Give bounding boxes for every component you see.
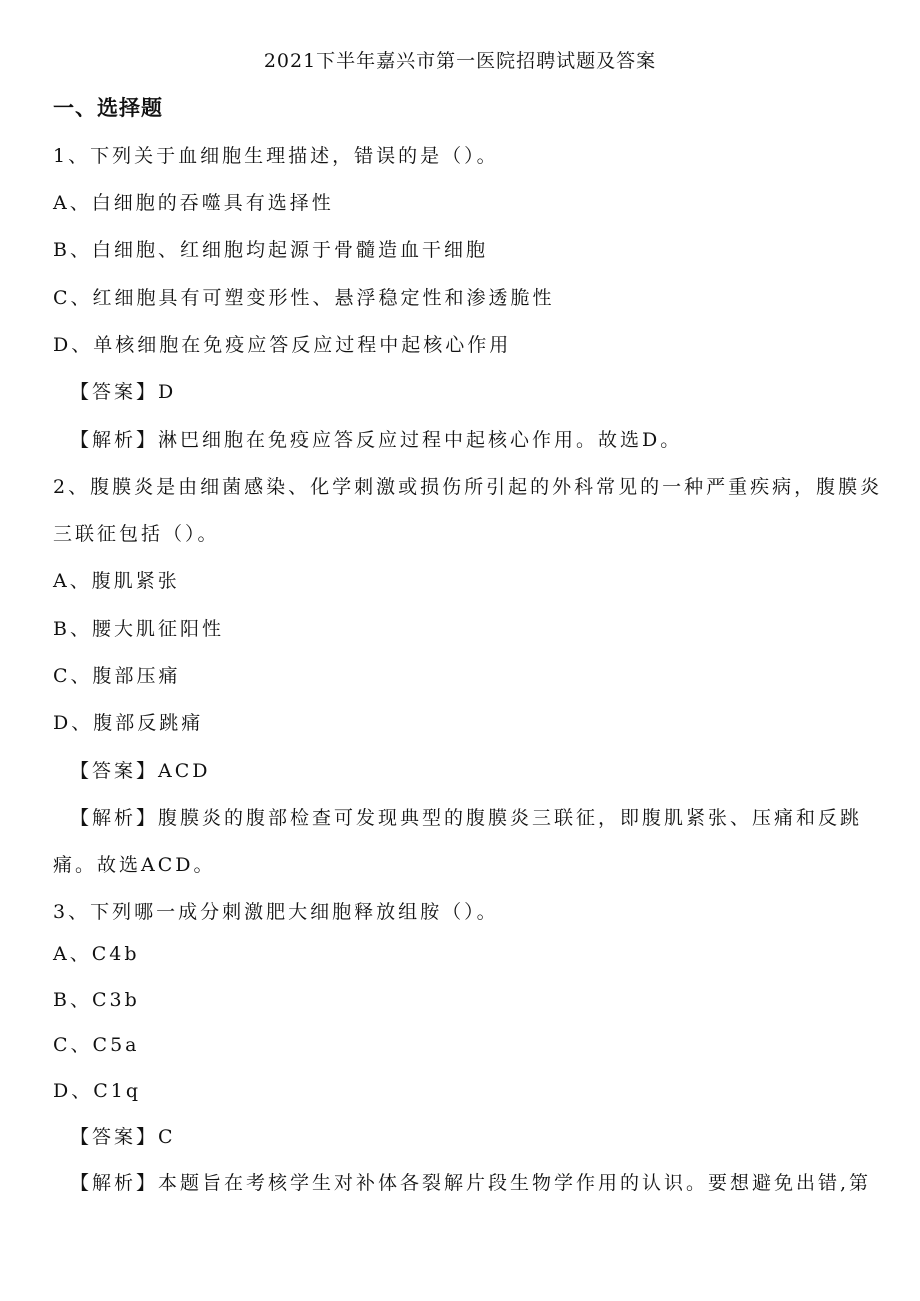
question-1-answer: 【答案】D bbox=[70, 381, 177, 403]
question-1-option-d: D、单核细胞在免疫应答反应过程中起核心作用 bbox=[53, 334, 512, 356]
question-2-option-d: D、腹部反跳痛 bbox=[53, 712, 204, 734]
question-3-option-a: A、C4b bbox=[53, 943, 140, 965]
question-3-answer: 【答案】C bbox=[70, 1126, 176, 1148]
document-title: 2021下半年嘉兴市第一医院招聘试题及答案 bbox=[263, 50, 657, 72]
question-2-analysis-line-1: 【解析】腹膜炎的腹部检查可发现典型的腹膜炎三联征，即腹肌紧张、压痛和反跳 bbox=[70, 807, 863, 829]
question-2-option-b: B、腰大肌征阳性 bbox=[53, 618, 224, 640]
question-1-option-c: C、红细胞具有可塑变形性、悬浮稳定性和渗透脆性 bbox=[53, 287, 555, 309]
question-3-option-d: D、C1q bbox=[53, 1080, 142, 1102]
question-1-analysis: 【解析】淋巴细胞在免疫应答反应过程中起核心作用。故选D。 bbox=[70, 429, 683, 451]
question-3-option-b: B、C3b bbox=[53, 989, 140, 1011]
question-3-option-c: C、C5a bbox=[53, 1034, 140, 1056]
question-3-analysis: 【解析】本题旨在考核学生对补体各裂解片段生物学作用的认识。要想避免出错,第 bbox=[70, 1172, 872, 1194]
question-1-option-a: A、白细胞的吞噬具有选择性 bbox=[53, 192, 334, 214]
question-2-stem-line-1: 2、腹膜炎是由细菌感染、化学刺激或损伤所引起的外科常见的一种严重疾病，腹膜炎 bbox=[53, 476, 883, 498]
question-2-option-c: C、腹部压痛 bbox=[53, 665, 181, 687]
question-2-analysis-line-2: 痛。故选ACD。 bbox=[53, 854, 216, 876]
question-1-stem: 1、下列关于血细胞生理描述，错误的是（）。 bbox=[53, 145, 499, 167]
question-1-option-b: B、白细胞、红细胞均起源于骨髓造血干细胞 bbox=[53, 239, 488, 261]
question-3-stem: 3、下列哪一成分刺激肥大细胞释放组胺（）。 bbox=[53, 901, 499, 923]
section-heading: 一、选择题 bbox=[53, 96, 163, 120]
question-2-answer: 【答案】ACD bbox=[70, 760, 211, 782]
question-2-option-a: A、腹肌紧张 bbox=[53, 570, 180, 592]
question-2-stem-line-2: 三联征包括（）。 bbox=[53, 523, 220, 545]
